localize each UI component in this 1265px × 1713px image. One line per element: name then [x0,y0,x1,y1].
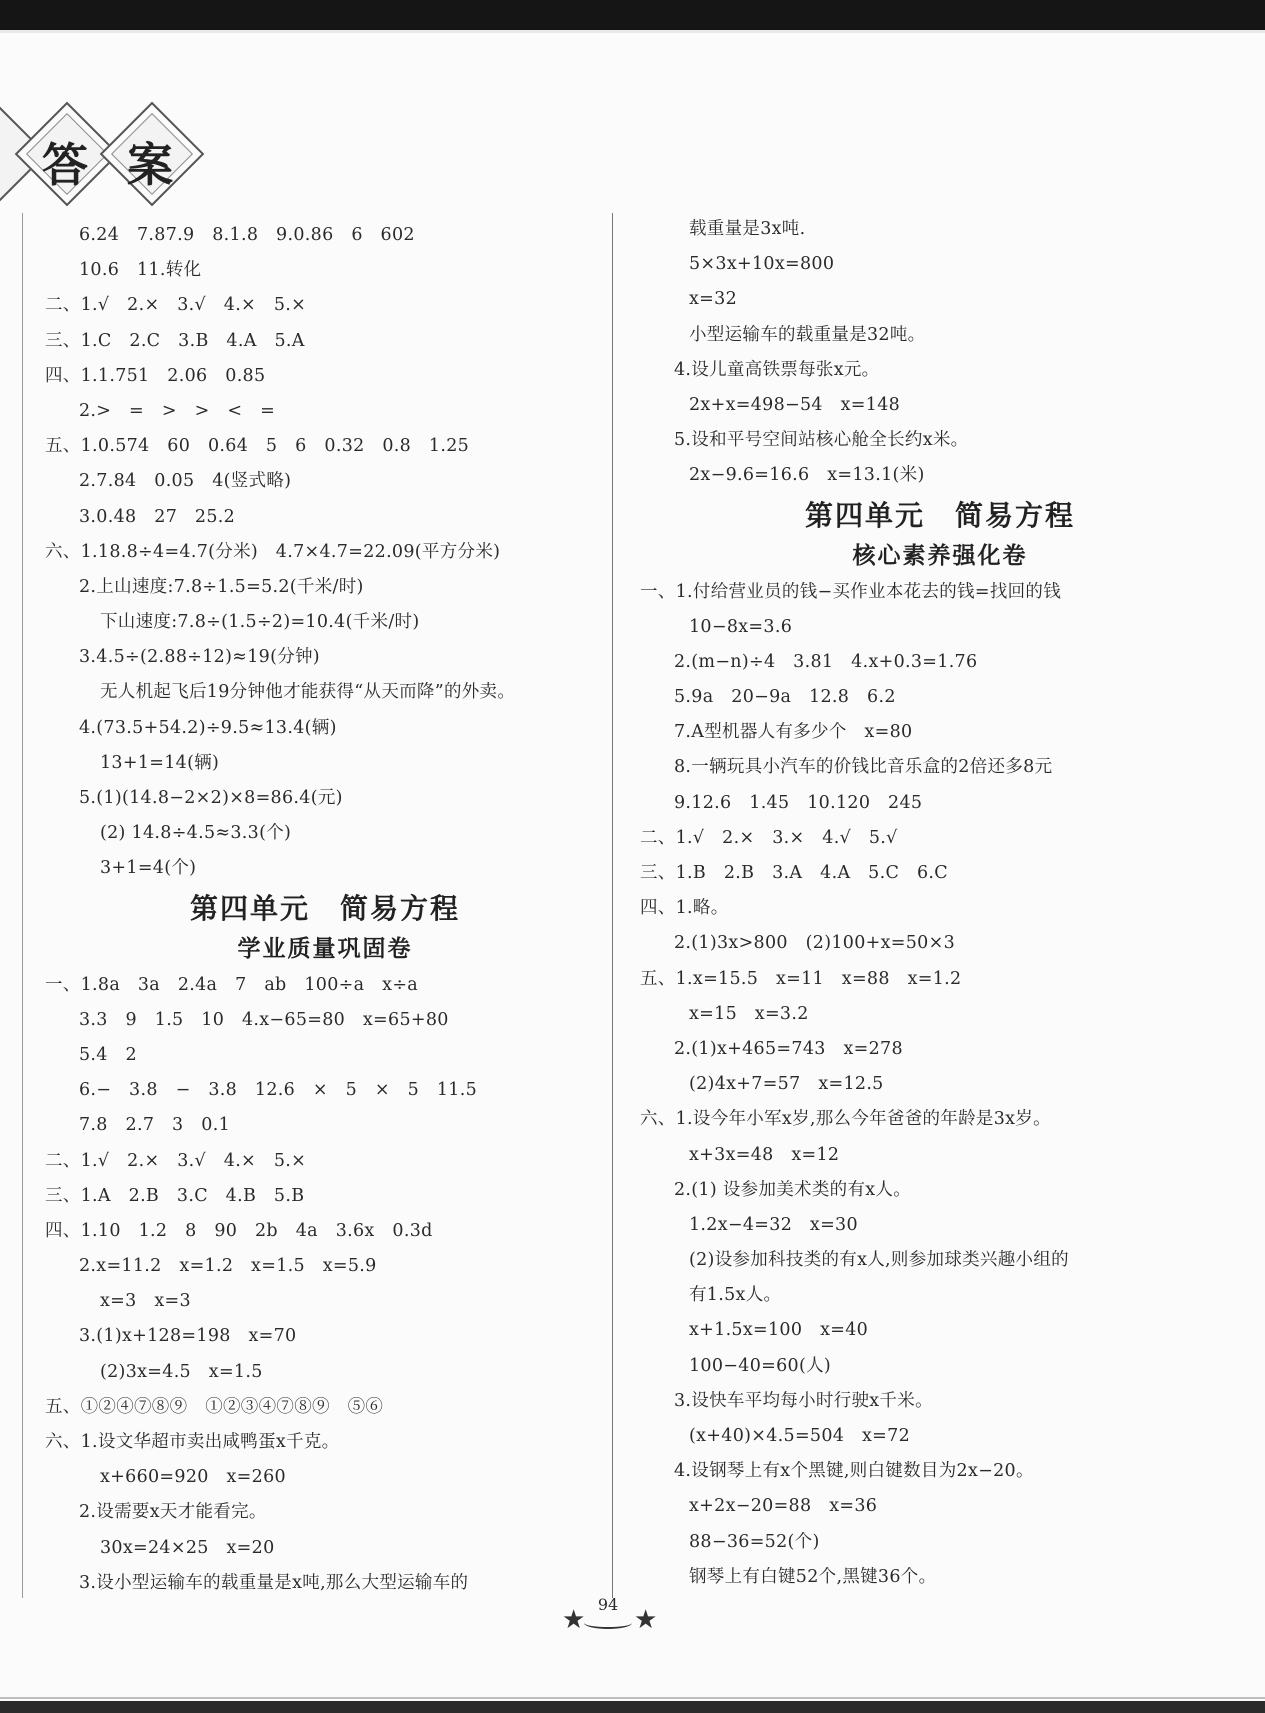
page-footer [548,1595,668,1635]
bottom-border [0,1701,1265,1713]
answer-line: 三、1.B 2.B 3.A 4.A 5.C 6.C [640,863,948,883]
answer-line: 5.9a 20−9a 12.8 6.2 [674,687,896,708]
answer-line: 3.设小型运输车的载重量是x吨,那么大型运输车的 [79,1572,469,1593]
unit-heading: 第四单元 简易方程 [804,498,1075,532]
answer-line: 5.4 2 [79,1044,137,1065]
answer-line: 4.设钢琴上有x个黑键,则白键数目为2x−20。 [674,1461,1034,1482]
answer-line: x+3x=48 x=12 [689,1144,840,1165]
answer-line: 六、1.设今年小军x岁,那么今年爸爸的年龄是3x岁。 [640,1109,1051,1130]
answer-line: 3.3 9 1.5 10 4.x−65=80 x=65+80 [79,1009,449,1030]
answer-line: 4.(73.5+54.2)÷9.5≈13.4(辆) [79,717,337,738]
answer-line: 有1.5x人。 [689,1285,782,1306]
answer-line: 10.6 11.转化 [79,260,202,281]
answer-line: 2.上山速度:7.8÷1.5=5.2(千米/时) [79,576,364,597]
answer-line: x+2x−20=88 x=36 [689,1496,878,1517]
section-heading: 学业质量巩固卷 [237,935,413,962]
left-column [45,218,605,1601]
answer-line: 5.设和平号空间站核心舱全长约x米。 [674,430,969,451]
star-icon: ★ [634,1605,658,1635]
answer-line: 2.x=11.2 x=1.2 x=1.5 x=5.9 [79,1256,377,1277]
answer-line: 二、1.√ 2.× 3.√ 4.× 5.× [45,295,307,316]
answer-line: 二、1.√ 2.× 3.× 4.√ 5.√ [640,827,898,848]
answer-line: 2.(m−n)÷4 3.81 4.x+0.3=1.76 [674,651,978,672]
answer-line: 7.8 2.7 3 0.1 [79,1115,231,1136]
answer-line: 6.− 3.8 − 3.8 12.6 × 5 × 5 11.5 [79,1080,478,1101]
answer-line: 2.(1)x+465=743 x=278 [674,1038,903,1059]
answer-line: 3+1=4(个) [100,858,197,879]
answer-line: 一、1.8a 3a 2.4a 7 ab 100÷a x÷a [45,974,419,995]
answer-line: x=15 x=3.2 [689,1003,809,1024]
answer-line: 9.12.6 1.45 10.120 245 [674,792,923,813]
answer-line: 7.A型机器人有多少个 x=80 [674,722,913,743]
answer-line: 六、1.设文华超市卖出咸鸭蛋x千克。 [45,1432,340,1452]
answer-line: x+660=920 x=260 [100,1467,286,1488]
answer-line: 五、1.x=15.5 x=11 x=88 x=1.2 [640,968,962,989]
answer-line: 四、1.1.751 2.06 0.85 [45,365,266,386]
answer-line: 二、1.√ 2.× 3.√ 4.× 5.× [45,1150,307,1171]
answer-line: 小型运输车的载重量是32吨。 [689,324,926,345]
answer-line: (2)3x=4.5 x=1.5 [100,1361,263,1382]
answer-line: 五、①②④⑦⑧⑨ ①②③④⑦⑧⑨ ⑤⑥ [45,1396,384,1417]
answer-line: x=32 [689,289,738,310]
answer-line: 2.(1) 设参加美术类的有x人。 [674,1179,912,1200]
answer-line: (2)4x+7=57 x=12.5 [689,1074,884,1095]
answer-line: 13+1=14(辆) [100,752,220,773]
unit-heading: 第四单元 简易方程 [189,891,460,925]
answer-line: 无人机起飞后19分钟他才能获得“从天而降”的外卖。 [100,682,516,703]
answer-line: 一、1.付给营业员的钱−买作业本花去的钱=找回的钱 [640,581,1062,602]
answer-line: 3.4.5÷(2.88÷12)≈19(分钟) [79,647,320,668]
answer-line: 载重量是3x吨. [689,219,806,239]
answer-line: x+1.5x=100 x=40 [689,1320,869,1341]
section-heading: 核心素养强化卷 [852,542,1028,569]
answer-line: 5.(1)(14.8−2×2)×8=86.4(元) [79,788,343,808]
answer-line: 四、1.10 1.2 8 90 2b 4a 3.6x 0.3d [45,1220,433,1241]
answer-line: 三、1.A 2.B 3.C 4.B 5.B [45,1185,305,1206]
answer-line: 3.设快车平均每小时行驶x千米。 [674,1390,933,1411]
right-column [640,212,1240,1595]
answers-header [0,105,260,205]
left-margin-line [22,213,23,1598]
answer-line: 2.7.84 0.05 4(竖式略) [79,471,292,492]
column-divider [612,213,613,1598]
answer-line: 三、1.C 2.C 3.B 4.A 5.A [45,330,305,351]
answer-line: (x+40)×4.5=504 x=72 [689,1426,911,1446]
answer-line: 2x+x=498−54 x=148 [689,394,901,415]
answer-line: 3.(1)x+128=198 x=70 [79,1326,297,1347]
answer-line: 2x−9.6=16.6 x=13.1(米) [689,465,925,486]
answer-line: 2.> = > > < = [79,400,276,421]
answer-line: 3.0.48 27 25.2 [79,506,236,527]
answer-line: 30x=24×25 x=20 [100,1537,275,1558]
answer-line: 6.24 7.87.9 8.1.8 9.0.86 6 602 [79,225,415,245]
answer-line: 下山速度:7.8÷(1.5÷2)=10.4(千米/时) [100,612,420,633]
title-char-2: 案 [127,138,173,192]
page-number: 94 [597,1595,619,1614]
answer-line: 六、1.18.8÷4=4.7(分米) 4.7×4.7=22.09(平方分米) [45,541,501,562]
answer-line: (2)设参加科技类的有x人,则参加球类兴趣小组的 [689,1250,1069,1271]
answer-line: 100−40=60(人) [689,1355,832,1376]
answer-line: 2.(1)3x>800 (2)100+x=50×3 [674,933,956,954]
answer-line: 8.一辆玩具小汽车的价钱比音乐盒的2倍还多8元 [674,757,1053,778]
star-icon: ★ [562,1605,586,1635]
answer-line: 88−36=52(个) [689,1531,820,1552]
answer-line: (2) 14.8÷4.5≈3.3(个) [100,823,292,844]
answer-line: 五、1.0.574 60 0.64 5 6 0.32 0.8 1.25 [45,436,470,457]
top-border [0,0,1265,30]
answer-line: 2.设需要x天才能看完。 [79,1502,267,1523]
answer-line: x=3 x=3 [100,1291,191,1312]
answer-line: 10−8x=3.6 [689,616,793,637]
answer-line: 四、1.略。 [640,898,729,919]
answer-line: 5×3x+10x=800 [689,254,835,275]
swoosh-ornament [584,1617,632,1629]
answer-line: 钢琴上有白键52个,黑键36个。 [689,1566,937,1587]
answer-line: 4.设儿童高铁票每张x元。 [674,359,880,380]
answer-line: 1.2x−4=32 x=30 [689,1214,858,1235]
title-char-1: 答 [42,138,88,192]
